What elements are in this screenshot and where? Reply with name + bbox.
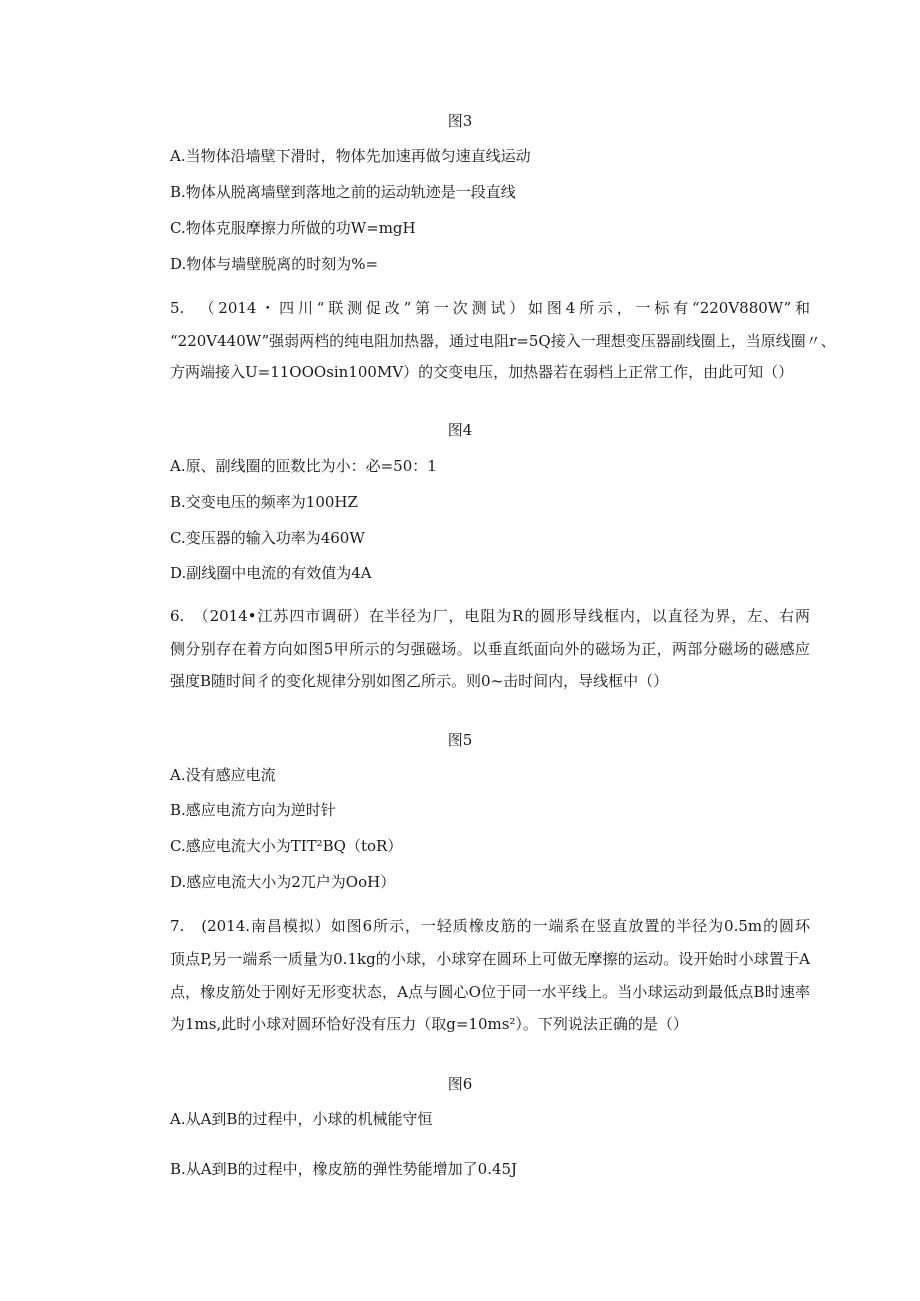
q6-option-b: B.感应电流方向为逆时针 [170,801,336,819]
q6-option-c: C.感应电流大小为TIT²BQ（toR） [170,837,403,855]
figure-caption-5: 图5 [447,731,473,749]
q6-stem-line-1: 6. （2014•江苏四市调研）在半径为厂，电阻为R的圆形导线框内，以直径为界，左、右两 [170,607,810,625]
q7-stem-line-4: 为1ms,此时小球对圆环恰好没有压力（取g=10ms²）。下列说法正确的是（） [170,1015,688,1033]
q7-option-a: A.从A到B的过程中，小球的机械能守恒 [170,1110,433,1128]
q5-option-c: C.变压器的输入功率为460W [170,529,365,547]
q5-stem-line-1: 5. （2014・四川“联测促改”第一次测试）如图4所示，一标有“220V880W”和 [170,299,810,317]
q4-option-b: B.物体从脱离墙壁到落地之前的运动轨迹是一段直线 [170,183,516,201]
q7-stem-line-1: 7. (2014.南昌模拟）如图6所示，一轻质橡皮筋的一端系在竖直放置的半径为0.5m的圆环 [170,917,810,935]
q7-option-b: B.从A到B的过程中，橡皮筋的弹性势能增加了0.45J [170,1160,518,1178]
q4-option-c: C.物体克服摩擦力所做的功W=mgH [170,219,416,237]
q5-stem-line-2: “220V440W”强弱两档的纯电阻加热器，通过电阻r=5Q接入一理想变压器副线圈上，当原线圈〃、 [170,332,836,350]
q5-option-d: D.副线圈中电流的有效值为4A [170,564,372,582]
q5-option-b: B.交变电压的频率为100HZ [170,493,358,511]
q6-option-a: A.没有感应电流 [170,766,276,784]
q4-option-d: D.物体与墙壁脱离的时刻为%= [170,255,379,273]
q6-option-d: D.感应电流大小为2兀户为OoH） [170,873,396,891]
q7-stem-line-3: 点，橡皮筋处于刚好无形变状态，A点与圆心O位于同一水平线上。当小球运动到最低点B时速率 [170,983,810,1001]
q7-stem-line-2: 顶点P,另一端系一质量为0.1kg的小球，小球穿在圆环上可做无摩擦的运动。设开始时小球置于A [170,950,810,968]
figure-caption-4: 图4 [447,421,473,439]
q6-stem-line-2: 侧分别存在着方向如图5甲所示的匀强磁场。以垂直纸面向外的磁场为正，两部分磁场的磁感应 [170,640,810,658]
q5-option-a: A.原、副线圈的匝数比为小：必=50：1 [170,457,437,475]
figure-caption-6: 图6 [447,1075,473,1093]
q4-option-a: A.当物体沿墙壁下滑时，物体先加速再做匀速直线运动 [170,147,531,165]
figure-caption-3: 图3 [447,112,473,130]
q5-stem-line-3: 方两端接入U=11OOOsin100MV）的交变电压，加热器若在弱档上正常工作，由此可知（） [170,363,794,381]
q6-stem-line-3: 强度B随时间彳的变化规律分别如图乙所示。则0~击时间内，导线框中（） [170,672,669,690]
